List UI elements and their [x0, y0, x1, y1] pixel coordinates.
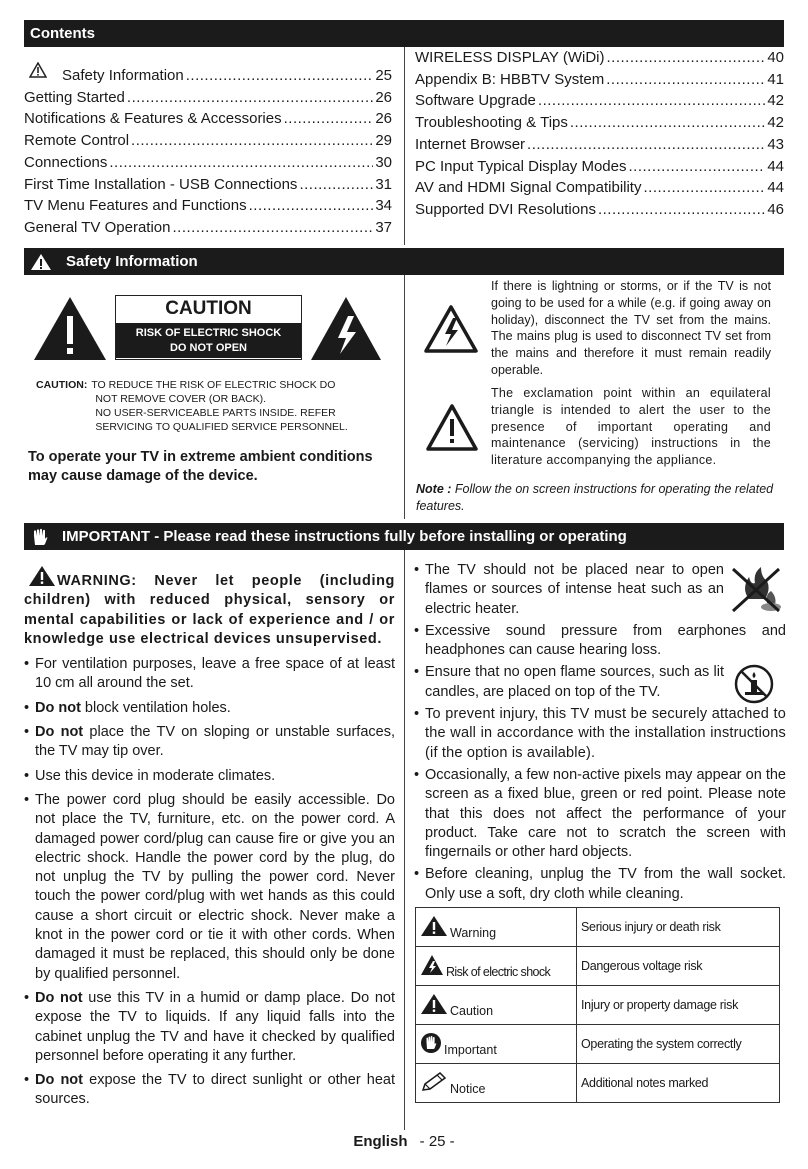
toc-entry-page: 31 — [375, 175, 392, 193]
toc-left — [24, 65, 392, 239]
pencil-icon — [420, 1071, 448, 1096]
legend-row — [416, 1064, 780, 1103]
legend-row — [416, 908, 780, 947]
note-label: Note : — [416, 482, 452, 496]
list-item: • Occasionally, a few non-active pixels may appear on the screen as a fixed blue, green or red point. Please note that this does not affect the performance of your product. Take care not to scratch the screen with fingernails or other hard objects. — [414, 766, 786, 862]
toc-entry-page: 42 — [767, 114, 784, 132]
toc-entry-page: 44 — [767, 157, 784, 175]
toc-entry[interactable] — [415, 134, 784, 156]
toc-leader-dots — [127, 87, 373, 109]
toc-entry[interactable] — [24, 174, 392, 196]
toc-entry-title: General TV Operation — [24, 218, 171, 236]
legend-description: Serious injury or death risk — [577, 908, 780, 947]
toc-entry-title: Connections — [24, 153, 108, 171]
note-text: Follow the on screen instructions for operating the related features. — [416, 482, 774, 513]
legend-description: Injury or property damage risk — [577, 986, 780, 1025]
toc-entry[interactable] — [24, 152, 392, 174]
toc-right — [415, 47, 784, 221]
legend-symbol-cell — [416, 986, 577, 1025]
toc-leader-dots — [284, 108, 374, 130]
legend-label: Caution — [450, 1003, 494, 1018]
legend-symbol-cell — [416, 1064, 577, 1103]
toc-entry[interactable] — [24, 217, 392, 239]
bold-prefix: Do not — [35, 989, 83, 1006]
hand-icon — [30, 527, 50, 547]
list-item — [24, 655, 395, 694]
toc-entry-page: 30 — [375, 153, 392, 171]
important-left-column — [24, 572, 395, 1115]
safety-title: Safety Information — [66, 253, 198, 270]
legend-label: Important — [444, 1042, 497, 1057]
toc-entry[interactable] — [24, 65, 392, 87]
column-divider — [404, 275, 405, 519]
list-item: • The TV should not be placed near to open flames or sources of intense heat such as an electric heater. — [414, 561, 724, 619]
legend-row — [416, 986, 780, 1025]
toc-entry[interactable] — [24, 195, 392, 217]
toc-entry-page: 43 — [767, 135, 784, 153]
caution-text — [36, 378, 348, 434]
toc-entry-title: Software Upgrade — [415, 92, 536, 110]
list-item-text: use this TV in a humid or damp place. Do not expose the TV to liquids. If any liquid falls into the cabinet unplug the TV and have it checked by qualified personnel before operating it any further. — [35, 989, 395, 1064]
legend-description: Dangerous voltage risk — [577, 947, 780, 986]
contents-title: Contents — [30, 25, 95, 42]
warning-icon — [420, 915, 448, 940]
legend-label: Notice — [450, 1081, 486, 1096]
list-item — [24, 699, 395, 718]
left-bullet-list — [24, 655, 395, 1110]
toc-entry-page: 46 — [767, 200, 784, 218]
toc-entry[interactable] — [24, 87, 392, 109]
list-item — [24, 791, 395, 984]
exclamation-text: The exclamation point within an equilateral triangle is intended to alert the user to the presence of important operating and maintenance (servicing) instructions in the literature accompanying the appliance. — [491, 386, 771, 468]
toc-leader-dots — [606, 69, 765, 91]
bold-prefix: Do not — [35, 1072, 83, 1089]
list-item — [24, 989, 395, 1066]
toc-entry[interactable] — [415, 47, 784, 69]
lightning-icon — [423, 304, 479, 354]
toc-entry-title: Notifications & Features & Accessories — [24, 110, 282, 128]
warning-text: WARNING: Never let people (including children) with reduced physical, sensory or mental capabilities or lack of experience and / or knowledge use electrical devices unsupervised. — [24, 573, 395, 647]
toc-entry-page: 25 — [375, 67, 392, 84]
toc-entry-title: Appendix B: HBBTV System — [415, 70, 605, 88]
toc-entry-title: AV and HDMI Signal Compatibility — [415, 179, 642, 197]
toc-entry-page: 42 — [767, 92, 784, 110]
extreme-conditions-warning: To operate your TV in extreme ambient conditions may cause damage of the device. — [28, 449, 373, 484]
page-number: - 25 - — [419, 1133, 455, 1150]
caution-label: CAUTION: — [36, 379, 88, 391]
caution-label-box — [115, 295, 302, 360]
toc-leader-dots — [643, 177, 765, 199]
safety-header — [24, 248, 784, 275]
no-candle-icon — [733, 663, 775, 705]
toc-entry-title: TV Menu Features and Functions — [24, 197, 247, 215]
caution-line: NOT REMOVE COVER (OR BACK). — [95, 393, 267, 405]
toc-leader-dots — [131, 130, 373, 152]
important-header — [24, 523, 784, 550]
toc-entry-title: Remote Control — [24, 132, 130, 150]
list-item — [24, 1071, 395, 1110]
toc-entry-page: 37 — [375, 218, 392, 236]
exclamation-triangle-icon — [33, 296, 107, 361]
bold-prefix: Do not — [35, 699, 81, 716]
toc-entry-page: 26 — [375, 110, 392, 128]
page-footer — [0, 1133, 808, 1150]
toc-entry-page: 26 — [375, 88, 392, 106]
list-item-text: place the TV on sloping or unstable surfaces, the TV may tip over. — [35, 724, 395, 760]
caution-line: NO USER-SERVICEABLE PARTS INSIDE. REFER — [95, 407, 336, 419]
list-item: • To prevent injury, this TV must be securely attached to the wall in accordance with the installation instructions (if the option is available). — [414, 705, 786, 763]
toc-entry-title: Troubleshooting & Tips — [415, 114, 568, 132]
hand-icon — [420, 1032, 442, 1057]
toc-entry-title: Supported DVI Resolutions — [415, 200, 596, 218]
toc-entry[interactable] — [24, 130, 392, 152]
list-item-text: For ventilation purposes, leave a free space of at least 10 cm all around the set. — [35, 656, 395, 692]
toc-leader-dots — [538, 90, 765, 112]
legend-label: Warning — [450, 925, 497, 940]
footer-language: English — [353, 1133, 408, 1150]
toc-entry-page: 44 — [767, 179, 784, 197]
toc-leader-dots — [527, 134, 765, 156]
list-item — [24, 767, 395, 786]
toc-leader-dots — [606, 47, 765, 69]
contents-header — [24, 20, 784, 47]
legend-label: Risk of electric shock — [446, 964, 551, 979]
toc-entry[interactable] — [415, 199, 784, 221]
toc-leader-dots — [299, 174, 373, 196]
toc-leader-dots — [598, 199, 765, 221]
legend-row — [416, 947, 780, 986]
toc-entry-title: WIRELESS DISPLAY (WiDi) — [415, 49, 605, 66]
list-item-text: Use this device in moderate climates. — [35, 767, 276, 784]
caution-sub-line: RISK OF ELECTRIC SHOCK — [135, 327, 282, 339]
caution-icon — [420, 993, 448, 1018]
toc-entry-title: Getting Started — [24, 88, 125, 106]
legend-description: Additional notes marked — [577, 1064, 780, 1103]
column-divider — [404, 47, 405, 245]
no-fire-icon — [727, 563, 785, 615]
toc-leader-dots — [109, 152, 373, 174]
list-item — [24, 723, 395, 762]
toc-entry-title: First Time Installation - USB Connections — [24, 175, 298, 193]
toc-entry-page: 29 — [375, 132, 392, 150]
toc-entry-title: Internet Browser — [415, 135, 526, 153]
symbol-legend-table — [415, 907, 780, 1103]
caution-line: SERVICING TO QUALIFIED SERVICE PERSONNEL. — [95, 421, 348, 433]
toc-entry[interactable] — [415, 156, 784, 178]
toc-entry[interactable] — [415, 90, 784, 112]
legend-row — [416, 1025, 780, 1064]
toc-entry-page: 41 — [767, 70, 784, 88]
legend-symbol-cell — [416, 947, 577, 986]
column-divider — [404, 550, 405, 1130]
bold-prefix: Do not — [35, 724, 84, 741]
lightning-triangle-icon — [310, 296, 382, 361]
toc-entry[interactable] — [415, 112, 784, 134]
toc-entry-title: PC Input Typical Display Modes — [415, 157, 627, 175]
list-item-text: The power cord plug should be easily accessible. Do not place the TV, furniture, etc. on the power cord. A damaged power cord/plug can cause fire or give you an electric shock. Handle the power cord by the plug, do not unplug the TV by pulling the power cord. Never touch the power cord/plug with wet hands as this could cause a short circuit or electric shock. Never make a knot in the power cord or tie it with other cords. When damaged it must be replaced, this should only be done by qualified personnel. — [35, 791, 395, 982]
note — [416, 481, 784, 515]
toc-entry-title: Safety Information — [62, 67, 184, 84]
toc-entry[interactable] — [415, 69, 784, 91]
list-item-text: block ventilation holes. — [80, 699, 231, 716]
caution-line: TO REDUCE THE RISK OF ELECTRIC SHOCK DO — [91, 379, 336, 391]
important-title: IMPORTANT - Please read these instructions fully before installing or operating — [62, 528, 627, 545]
legend-symbol-cell — [416, 908, 577, 947]
toc-entry-page: 40 — [767, 49, 784, 66]
list-item: • Before cleaning, unplug the TV from the wall socket. Only use a soft, dry cloth while cleaning. — [414, 865, 786, 904]
toc-entry-page: 34 — [375, 197, 392, 215]
caution-subtitle — [116, 323, 301, 358]
exclamation-icon — [425, 403, 479, 452]
toc-leader-dots — [249, 195, 374, 217]
toc-leader-dots — [570, 112, 765, 134]
lightning-text: If there is lightning or storms, or if the TV is not going to be used for a while (e.g. if going away on holiday), disconnect the TV set from the mains. The mains plug is used to disconnect TV set from the mains and therefore it must remain readily operable. — [491, 279, 771, 377]
legend-symbol-cell — [416, 1025, 577, 1064]
caution-sub-line: DO NOT OPEN — [169, 341, 247, 354]
toc-entry[interactable] — [24, 108, 392, 130]
list-item: • Excessive sound pressure from earphones and headphones can cause hearing loss. — [414, 622, 786, 661]
caution-title: CAUTION — [165, 298, 252, 319]
list-item: • Ensure that no open flame sources, such as lit candles, are placed on top of the TV. — [414, 663, 724, 702]
shock-icon — [420, 954, 444, 979]
toc-leader-dots — [629, 156, 766, 178]
warning-icon — [30, 253, 52, 271]
list-item-text: expose the TV to direct sunlight or other heat sources. — [35, 1072, 395, 1108]
legend-description: Operating the system correctly — [577, 1025, 780, 1064]
toc-leader-dots — [186, 65, 374, 87]
toc-entry[interactable] — [415, 177, 784, 199]
toc-leader-dots — [172, 217, 373, 239]
